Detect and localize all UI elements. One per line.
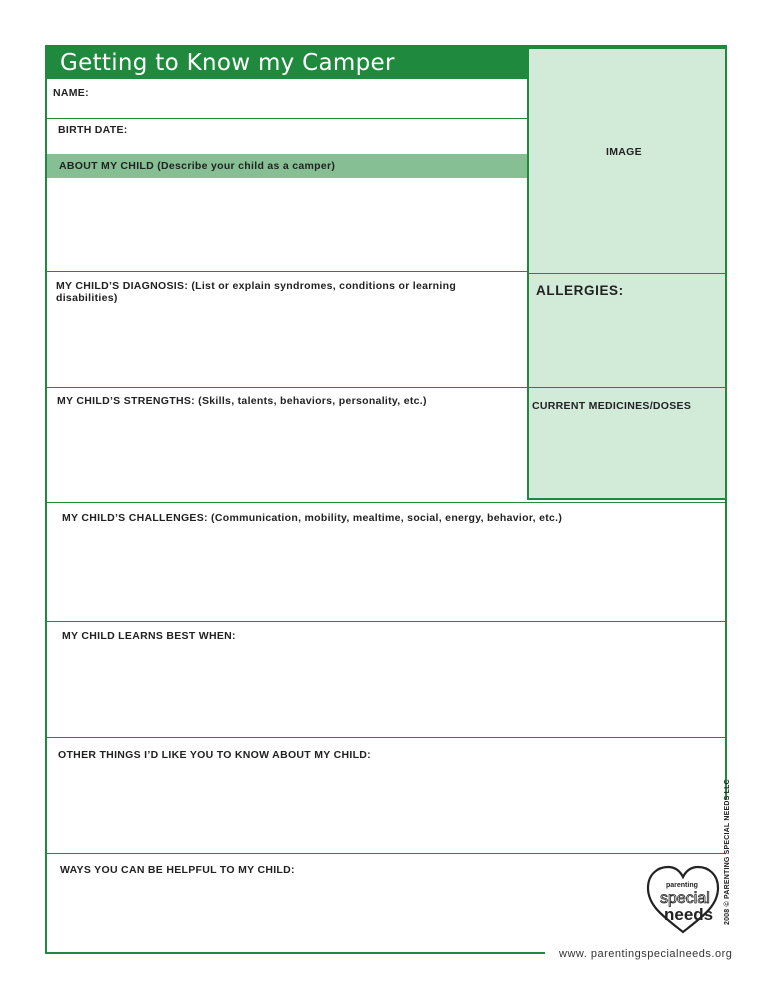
logo-bottom-text: needs (664, 905, 714, 924)
divider-diagnosis (47, 387, 527, 388)
strengths-label: MY CHILD’S STRENGTHS: (Skills, talents, behaviors, personality, etc.) (57, 395, 427, 407)
about-label: ABOUT MY CHILD (Describe your child as a camper) (59, 160, 336, 172)
copyright-text: 2008 © PARENTING SPECIAL NEEDS LLC (724, 779, 731, 925)
divider-strengths (47, 502, 727, 503)
divider-learns (47, 737, 727, 738)
learns-best-label: MY CHILD LEARNS BEST WHEN: (62, 630, 236, 642)
ways-helpful-label: WAYS YOU CAN BE HELPFUL TO MY CHILD: (60, 864, 295, 876)
diagnosis-label: MY CHILD’S DIAGNOSIS: (List or explain syndromes, conditions or learning disabilities) (56, 280, 457, 304)
camper-form (45, 45, 727, 954)
title-bar (47, 47, 527, 79)
birth-date-label: BIRTH DATE: (58, 124, 128, 136)
divider-challenges (47, 621, 727, 622)
divider-name (47, 118, 527, 119)
sidebar-panel (527, 47, 727, 500)
other-things-label: OTHER THINGS I’D LIKE YOU TO KNOW ABOUT MY CHILD: (58, 749, 371, 761)
divider-allergies (529, 387, 725, 388)
divider-about (47, 271, 527, 272)
image-label: IMAGE (606, 146, 642, 158)
allergies-label: ALLERGIES: (536, 283, 624, 298)
medicines-label: CURRENT MEDICINES/DOSES (532, 400, 692, 412)
form-title: Getting to Know my Camper (60, 50, 395, 76)
divider-image (529, 273, 725, 274)
divider-other (47, 853, 727, 854)
website-url: www. parentingspecialneeds.org (559, 948, 733, 960)
logo-mid-text: special (660, 890, 710, 907)
parenting-special-needs-logo (644, 862, 722, 936)
logo-top-text: parenting (666, 882, 698, 889)
challenges-label: MY CHILD’S CHALLENGES: (Communication, mobility, mealtime, social, energy, behavior, etc.) (62, 512, 563, 524)
about-bar (47, 154, 527, 178)
name-label: NAME: (53, 87, 89, 99)
